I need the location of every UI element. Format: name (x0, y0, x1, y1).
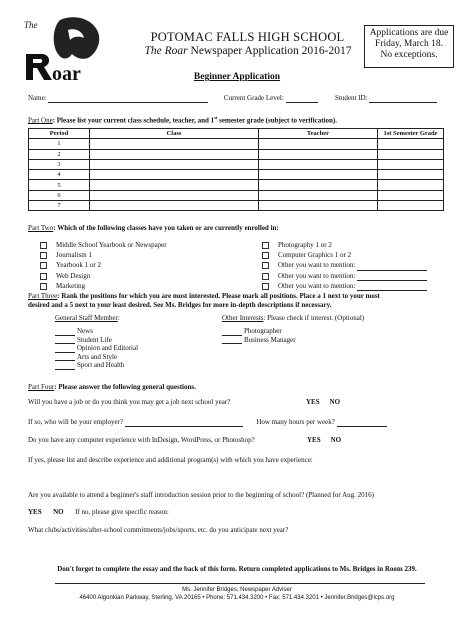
teacher-cell[interactable] (259, 159, 378, 169)
interest-label: Photographer (244, 327, 282, 335)
other-field[interactable] (357, 273, 427, 281)
period-cell: 6 (29, 190, 90, 200)
yes-option[interactable]: YES (28, 508, 42, 516)
class-option-label: Computer Graphics 1 or 2 (278, 251, 352, 260)
checkbox-icon[interactable] (262, 273, 269, 280)
part-four-label: Part Four (28, 383, 55, 391)
part-four-text: : Please answer the following general questions. (54, 383, 196, 391)
teacher-cell[interactable] (259, 201, 378, 211)
question-job (28, 398, 230, 407)
newspaper-name: The Roar (144, 45, 188, 57)
software-yes-no (307, 436, 341, 445)
period-cell: 7 (29, 201, 90, 211)
name-label: Name: (28, 94, 47, 102)
question-text: How many hours per week? (256, 418, 335, 426)
hours-field[interactable] (337, 419, 387, 427)
class-cell[interactable] (90, 201, 259, 211)
question-employer (28, 418, 387, 427)
other-interests-label: Other Interests (222, 314, 264, 322)
checkbox-icon[interactable] (262, 252, 269, 259)
grade-cell[interactable] (378, 149, 444, 159)
class-option[interactable] (262, 250, 427, 260)
class-cell[interactable] (90, 170, 259, 180)
general-staff-label: General Staff Member (55, 314, 118, 322)
general-staff-section: General Staff Member: News Student Life Opinion and Editorial Arts and Style Sport and Health (55, 314, 139, 370)
period-cell: 3 (29, 159, 90, 169)
period-cell: 5 (29, 180, 90, 190)
no-option[interactable]: NO (330, 436, 342, 444)
position-item[interactable] (55, 344, 138, 353)
class-option-label: Journalism 1 (56, 251, 92, 260)
teacher-cell[interactable] (259, 170, 378, 180)
question-reason (28, 508, 169, 517)
part-two-heading (28, 224, 279, 233)
rank-field[interactable] (55, 346, 75, 353)
grade-cell[interactable] (378, 180, 444, 190)
interest-field[interactable] (222, 329, 242, 336)
checkbox-icon[interactable] (262, 283, 269, 290)
question-text: If so, who will be your employer? (28, 418, 124, 426)
grade-cell[interactable] (378, 170, 444, 180)
period-cell: 4 (29, 170, 90, 180)
contact-line: 46400 Algonkian Parkway, Sterling, VA 20165 • Phone: 571.434.3200 • Fax: 571.434.3201 • Jennifer.Bridges@lcps.org (79, 595, 395, 601)
part-one-text-end: semester grade (subject to verification). (217, 116, 338, 125)
interest-label: Business Manager (244, 335, 296, 344)
class-option-label: Other you want to mention: (278, 261, 356, 270)
name-row (28, 94, 437, 103)
position-item[interactable] (55, 353, 138, 362)
column-header: Period (29, 129, 90, 139)
column-header (378, 129, 444, 139)
column-header: Teacher (259, 129, 378, 139)
no-option[interactable]: NO (53, 508, 64, 516)
name-field[interactable] (48, 95, 208, 103)
checkbox-icon[interactable] (40, 283, 47, 290)
position-item[interactable] (55, 336, 138, 345)
class-cell[interactable] (90, 159, 259, 169)
table-row (29, 149, 444, 159)
class-option[interactable] (40, 260, 167, 270)
class-option[interactable] (262, 281, 427, 291)
class-option-label: Other you want to mention: (278, 281, 356, 290)
table-row (29, 170, 444, 180)
question-software (28, 436, 255, 445)
table-row (29, 190, 444, 200)
teacher-cell[interactable] (259, 149, 378, 159)
part-two-right-list (262, 240, 427, 291)
part-four-heading (28, 383, 196, 392)
position-label: Sport and Health (77, 361, 125, 370)
svg-text:oar: oar (52, 63, 81, 85)
student-id-label: Student ID: (335, 94, 368, 102)
due-date-notice (364, 25, 454, 68)
question-text: If yes, please list and describe experience and additional program(s) with which you have experience: (28, 456, 313, 464)
period-cell: 2 (29, 149, 90, 159)
part-two-text: : Which of the following classes have you taken or are currently enrolled in: (53, 224, 279, 232)
question-clubs (28, 526, 288, 535)
part-two-label: Part Two (28, 224, 54, 232)
checkbox-icon[interactable] (40, 242, 47, 249)
table-row (29, 159, 444, 169)
yes-option[interactable]: YES (307, 436, 321, 444)
job-yes-no (306, 398, 340, 407)
table-row (29, 139, 444, 149)
position-label: Opinion and Editorial (77, 344, 139, 353)
part-one-heading (28, 113, 337, 125)
no-option[interactable]: NO (329, 398, 341, 406)
notice-line: No exceptions. (380, 50, 438, 60)
teacher-cell[interactable] (259, 190, 378, 200)
rank-field[interactable] (55, 363, 75, 370)
rank-field[interactable] (55, 329, 75, 336)
part-one-sup: st (214, 115, 218, 120)
footer-divider (55, 583, 425, 584)
class-cell[interactable] (90, 180, 259, 190)
position-label: Student Life (77, 335, 112, 344)
student-id-field[interactable] (369, 95, 437, 103)
schedule-header-row (29, 129, 444, 139)
class-option[interactable] (262, 260, 427, 270)
other-interests-note: : Please check if interest. (Optional) (263, 314, 365, 322)
part-one-label: Part One (28, 116, 53, 125)
other-field[interactable] (357, 263, 427, 271)
question-text: What clubs/activities/after-school commitments/jobs/sports, etc. do you anticipate next year? (28, 526, 289, 534)
question-text: Are you available to attend a beginner's staff introduction session prior to the beginning of school? (Planned for Aug. 2016) (28, 491, 374, 499)
grade-cell[interactable] (378, 201, 444, 211)
class-option[interactable] (40, 250, 167, 260)
yes-option[interactable]: YES (306, 398, 320, 406)
table-row (29, 180, 444, 190)
position-label: News (77, 327, 93, 335)
checkbox-icon[interactable] (262, 262, 269, 269)
rank-field[interactable] (55, 354, 75, 361)
question-experience (28, 456, 313, 465)
part-three-label: Part Three (28, 292, 58, 300)
table-row (29, 201, 444, 211)
position-label: Arts and Style (77, 352, 118, 361)
class-option-label: Marketing (56, 281, 86, 290)
checkbox-icon[interactable] (40, 273, 47, 280)
question-text: Do you have any computer experience with InDesign, WordPress, or Photoshop? (28, 436, 255, 444)
grade-field[interactable] (286, 95, 318, 103)
interest-field[interactable] (222, 337, 242, 344)
grade-cell[interactable] (378, 159, 444, 169)
question-session (28, 491, 374, 500)
checkbox-icon[interactable] (40, 252, 47, 259)
application-title (138, 45, 358, 57)
schedule-table (28, 128, 444, 211)
other-interests-section (222, 314, 364, 344)
class-option[interactable] (40, 271, 167, 281)
period-cell: 1 (29, 139, 90, 149)
class-option-label: Photography 1 or 2 (278, 241, 332, 249)
question-text: Will you have a job or do you think you may get a job next school year? (28, 398, 231, 406)
class-cell[interactable] (90, 190, 259, 200)
class-option[interactable] (40, 240, 167, 250)
school-name: POTOMAC FALLS HIGH SCHOOL (150, 30, 345, 44)
teacher-cell[interactable] (259, 139, 378, 149)
checkbox-icon[interactable] (40, 262, 47, 269)
rank-field[interactable] (55, 337, 75, 344)
grade-cell[interactable] (378, 139, 444, 149)
part-one-text: : Please list your current class schedule, teacher, and 1 (52, 116, 215, 125)
part-three-text-2: desired and a 5 next to your least desired. See Ms. Bridges for more in-depth descriptions if necessary. (28, 301, 332, 309)
employer-field[interactable] (125, 419, 243, 427)
question-text: If no, please give specific reason: (75, 508, 169, 516)
class-option[interactable] (262, 271, 427, 281)
class-option-label: Other you want to mention: (278, 271, 356, 280)
checkbox-icon[interactable] (262, 242, 269, 249)
notice-line: Applications are due (369, 28, 449, 38)
position-item[interactable] (55, 361, 138, 370)
column-header: Class (90, 129, 259, 139)
teacher-cell[interactable] (259, 180, 378, 190)
interest-item[interactable] (222, 336, 364, 345)
class-option-label: Web Design (56, 271, 91, 280)
closing-instructions: Don't forget to complete the essay and the back of this form. Return completed applications to Ms. Bridges in Room 239. (57, 565, 417, 573)
class-option-label: Yearbook 1 or 2 (56, 261, 101, 270)
grade-column-label: 1st Semester Grade (383, 130, 438, 138)
class-cell[interactable] (90, 149, 259, 159)
notice-line: Friday, March 18. (375, 39, 443, 49)
part-three-text: : Rank the positions for which you are most interested. Please mark all positions. Place a 1 next to your most (57, 292, 380, 300)
class-option-label: Middle School Yearbook or Newspaper (56, 241, 167, 249)
interest-item[interactable] (222, 327, 364, 336)
position-item[interactable] (55, 327, 138, 336)
part-two-left-list (40, 240, 167, 291)
form-subtitle: Beginner Application (193, 72, 281, 82)
grade-cell[interactable] (378, 190, 444, 200)
other-field[interactable] (357, 283, 427, 291)
grade-label: Current Grade Level: (223, 94, 284, 102)
class-cell[interactable] (90, 139, 259, 149)
class-option[interactable] (262, 240, 427, 250)
part-three-heading (28, 292, 380, 310)
application-year: Newspaper Application 2016-2017 (190, 45, 352, 57)
class-option[interactable] (40, 281, 167, 291)
svg-text:The: The (24, 20, 38, 30)
adviser-line: Ms. Jennifer Bridges, Newspaper Adviser (182, 587, 292, 593)
